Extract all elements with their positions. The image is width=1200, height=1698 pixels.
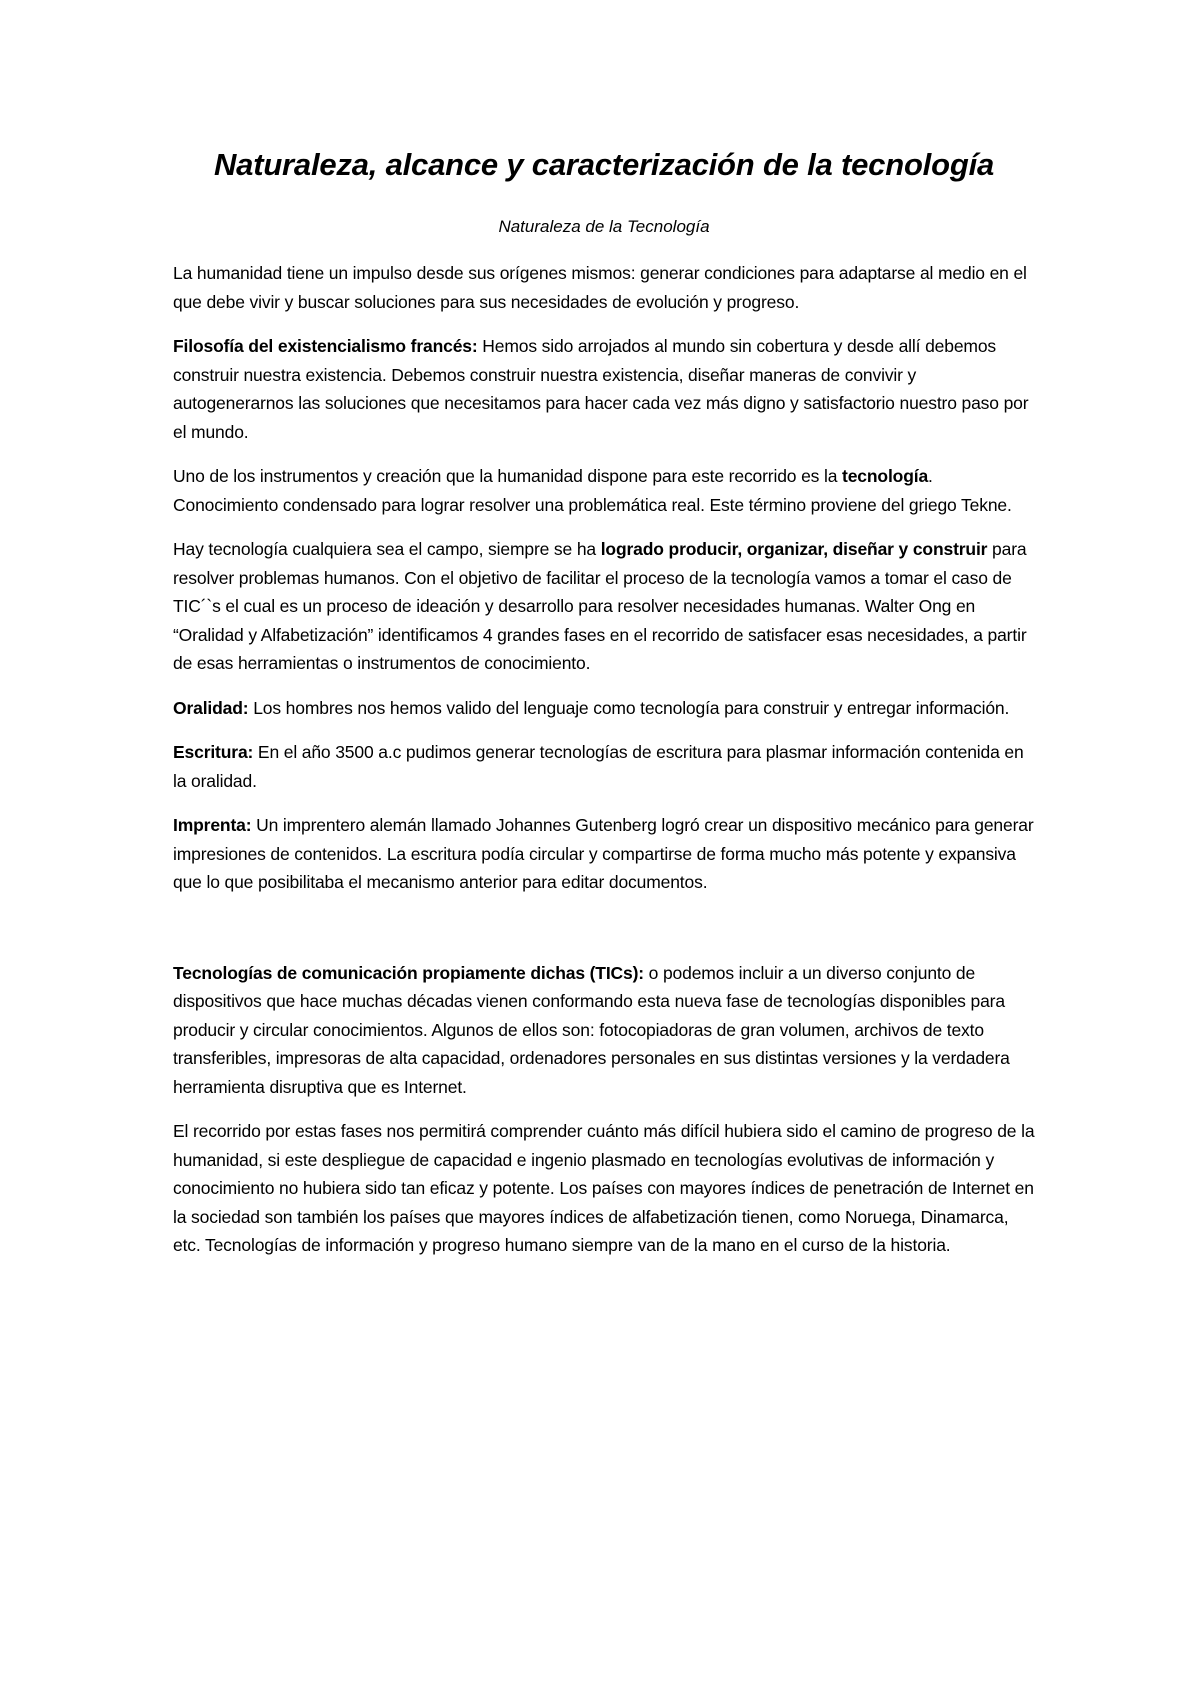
- instrumentos-paragraph: [173, 462, 1035, 519]
- imprenta-term: Imprenta:: [173, 815, 252, 835]
- instrumentos-term: tecnología: [842, 466, 929, 486]
- filosofia-term: Filosofía del existencialismo francés:: [173, 336, 478, 356]
- filosofia-paragraph: [173, 332, 1035, 446]
- document-body: [173, 145, 1035, 1260]
- tics-term: Tecnologías de comunicación propiamente dichas (TICs):: [173, 962, 644, 983]
- tics-paragraph: [173, 959, 1035, 1102]
- campo-paragraph: [173, 535, 1035, 678]
- escritura-paragraph: [173, 738, 1035, 795]
- oralidad-term: Oralidad:: [173, 697, 249, 718]
- oralidad-text: Los hombres nos hemos valido del lenguaje como tecnología para construir y entregar información.: [248, 697, 1010, 718]
- imprenta-text: Un imprentero alemán llamado Johannes Gutenberg logró crear un dispositivo mecánico para generar impresiones de contenidos. La escritura podía circular y compartirse de forma mucho más potente y expansiva que lo que posibilitaba el mecanismo anterior para editar documentos.: [173, 815, 1034, 892]
- intro-paragraph: La humanidad tiene un impulso desde sus orígenes mismos: generar condiciones para adaptarse al medio en el que debe vivir y buscar soluciones para sus necesidades de evolución y progreso.: [173, 263, 1027, 312]
- campo-text-before: Hay tecnología cualquiera sea el campo, siempre se ha: [173, 539, 601, 559]
- tics-text: o podemos incluir a un diverso conjunto de dispositivos que hace muchas décadas vienen conformando esta nueva fase de tecnologías disponibles para producir y circular conocimientos. Algunos de ellos son: fotocopiadoras de gran volumen, archivos de texto transferibles, impresoras de alta capacidad, ordenadores personales en sus distintas versiones y la verdadera herramienta disruptiva que es Internet.: [173, 962, 1010, 1097]
- escritura-term: Escritura:: [173, 742, 254, 762]
- filosofia-text: Hemos sido arrojados al mundo sin cobertura y desde allí debemos construir nuestra existencia. Debemos construir nuestra existencia, diseñar maneras de convivir y autogenerarnos las soluciones que necesitamos para hacer cada vez más digno y satisfactorio nuestro paso por el mundo.: [173, 336, 1029, 442]
- recorrido-paragraph: El recorrido por estas fases nos permitirá comprender cuánto más difícil hubiera sido el camino de progreso de la humanidad, si este despliegue de capacidad e ingenio plasmado en tecnologías evolutivas de información y conocimiento no hubiera sido tan eficaz y potente. Los países con mayores índices de penetración de Internet en la sociedad son también los países que mayores índices de alfabetización tienen, como Noruega, Dinamarca, etc. Tecnologías de información y progreso humano siempre van de la mano en el curso de la historia.: [173, 1121, 1035, 1255]
- document-title: Naturaleza, alcance y caracterización de la tecnología: [213, 147, 995, 182]
- escritura-text: En el año 3500 a.c pudimos generar tecnologías de escritura para plasmar información contenida en la oralidad.: [173, 742, 1024, 791]
- instrumentos-text-before: Uno de los instrumentos y creación que la humanidad dispone para este recorrido es la: [173, 466, 843, 486]
- document-subtitle: Naturaleza de la Tecnología: [498, 217, 710, 236]
- imprenta-paragraph: [173, 811, 1035, 897]
- oralidad-paragraph: [173, 694, 1035, 723]
- instrumentos-text-after: . Conocimiento condensado para lograr resolver una problemática real. Este término proviene del griego Tekne.: [173, 466, 1012, 515]
- campo-term: logrado producir, organizar, diseñar y construir: [600, 539, 988, 559]
- campo-text-after: para resolver problemas humanos. Con el objetivo de facilitar el proceso de la tecnología vamos a tomar el caso de TIC´`s el cual es un proceso de ideación y desarrollo para resolver necesidades humanas. Walter Ong en “Oralidad y Alfabetización” identificamos 4 grandes fases en el recorrido de satisfacer esas necesidades, a partir de esas herramientas o instrumentos de conocimiento.: [173, 539, 1027, 673]
